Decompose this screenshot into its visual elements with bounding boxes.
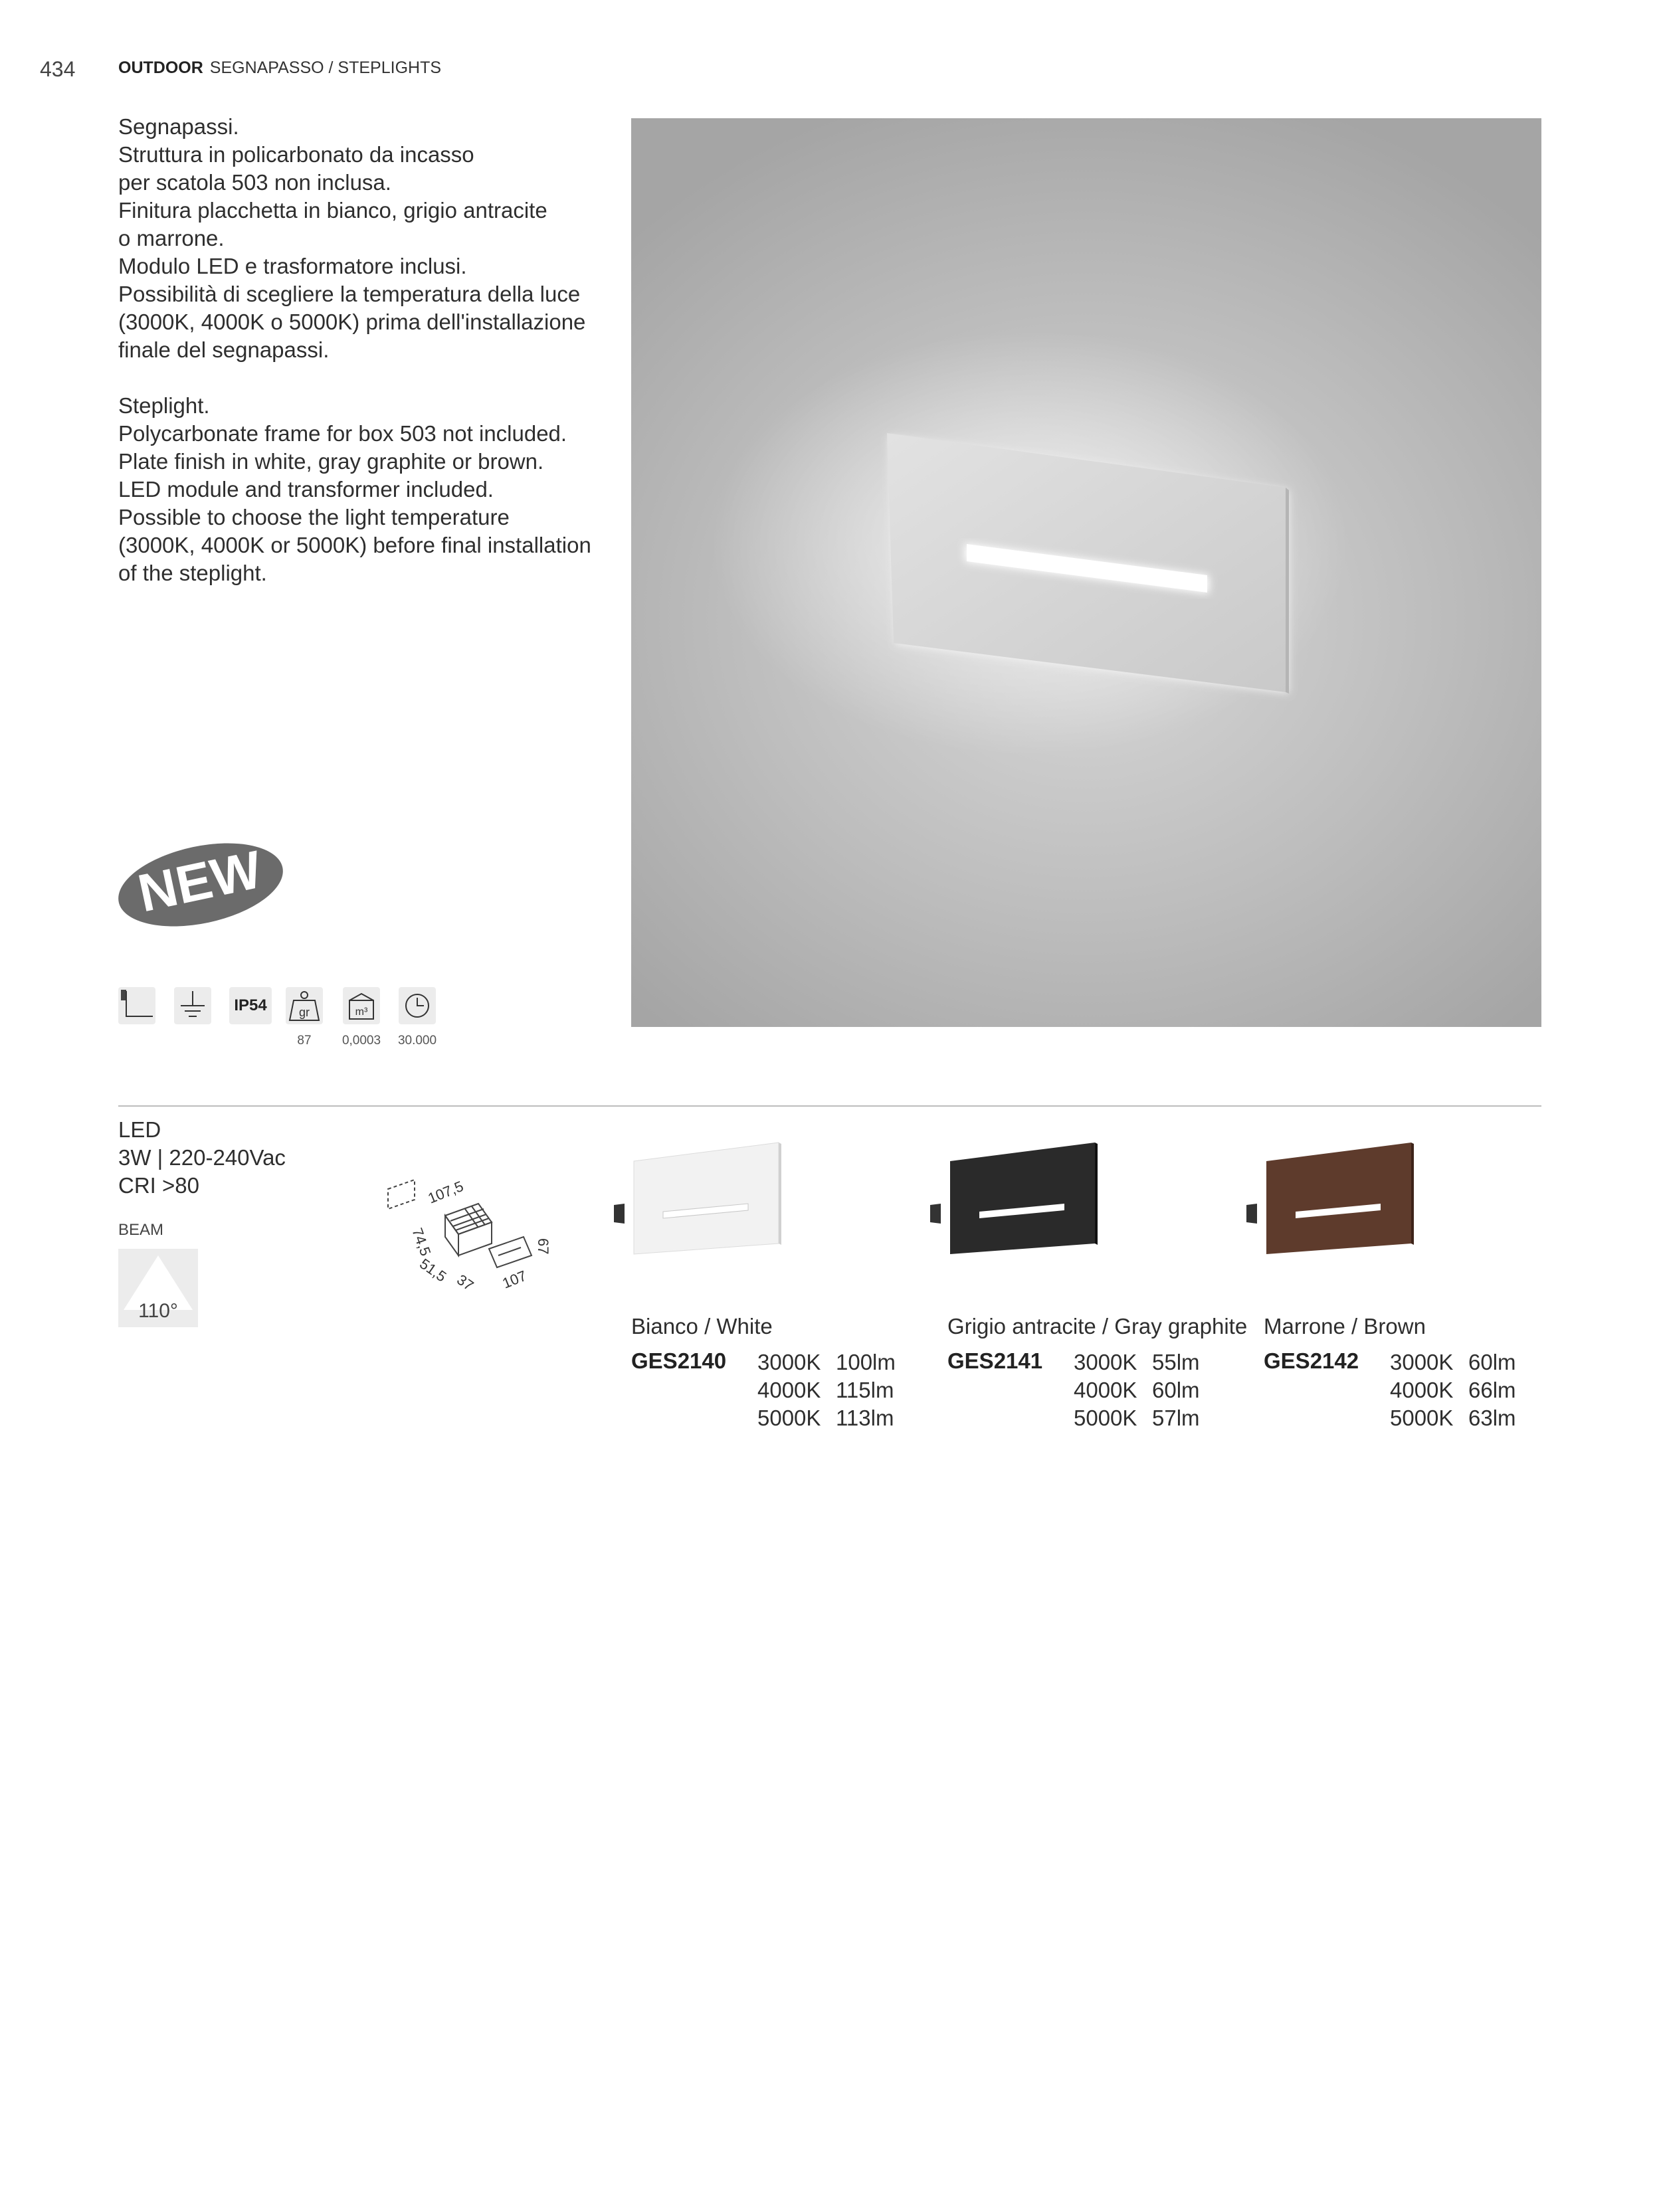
wall-recessed-icon: [118, 987, 155, 1024]
led-type: LED: [118, 1117, 161, 1142]
color-temperature: 4000K: [757, 1378, 821, 1402]
temperature-row: [757, 1404, 914, 1432]
lumen-output: 115lm: [836, 1378, 894, 1402]
temperature-row: [1390, 1376, 1547, 1404]
volume-value: 0,0003: [342, 1034, 381, 1048]
ip-rating-icon: [229, 987, 272, 1024]
section-header: [118, 58, 441, 78]
lumen-output: 66lm: [1468, 1378, 1516, 1402]
dimension-label: 107: [500, 1267, 529, 1292]
description-line: (3000K, 4000K o 5000K) prima dell'installazione: [118, 310, 586, 334]
lumen-output: 60lm: [1152, 1378, 1200, 1402]
temperature-row: [1390, 1348, 1547, 1376]
lumen-output: 55lm: [1152, 1350, 1200, 1374]
new-badge-label: NEW: [133, 839, 267, 923]
steplight-illustration: [631, 118, 1541, 1027]
volume-unit: m³: [355, 1006, 368, 1018]
dimension-label: 74,5: [409, 1226, 435, 1258]
variant-image-gray-graphite: [927, 1129, 1107, 1262]
variant-code: GES2142: [1264, 1348, 1359, 1373]
color-temperature: 5000K: [1074, 1406, 1137, 1430]
lumen-output: 60lm: [1468, 1350, 1516, 1374]
temperature-row: [1074, 1376, 1230, 1404]
lumen-output: 63lm: [1468, 1406, 1516, 1430]
page-number: 434: [40, 57, 76, 81]
dimension-label: 37: [454, 1271, 477, 1295]
description-line: Segnapassi.: [118, 114, 239, 139]
description-line: LED module and transformer included.: [118, 477, 494, 502]
beam-label: BEAM: [118, 1221, 164, 1239]
description-line: of the steplight.: [118, 561, 267, 585]
color-temperature: 3000K: [757, 1350, 821, 1374]
lifetime-icon: [399, 987, 436, 1024]
dimension-label: 67: [535, 1238, 551, 1255]
ground-icon: [174, 987, 211, 1024]
color-temperature: 5000K: [1390, 1406, 1454, 1430]
led-cri: CRI >80: [118, 1173, 199, 1198]
dimension-drawing: [379, 1156, 558, 1309]
variant-temperature-list: [1390, 1348, 1547, 1432]
description-line: (3000K, 4000K or 5000K) before final installation: [118, 533, 591, 557]
variant-image-brown: [1244, 1129, 1423, 1262]
beam-angle: 110°: [138, 1300, 178, 1322]
ip-rating-label: IP54: [234, 996, 267, 1014]
section-title: OUTDOOR: [118, 58, 203, 77]
variant-code: GES2141: [947, 1348, 1043, 1373]
variant-temperature-list: [1074, 1348, 1230, 1432]
color-temperature: 4000K: [1390, 1378, 1454, 1402]
volume-icon: [343, 987, 380, 1024]
description-line: o marrone.: [118, 226, 225, 250]
description-english: [118, 392, 623, 587]
variant-code: GES2140: [631, 1348, 727, 1373]
description-line: Possibilità di scegliere la temperatura della luce: [118, 282, 581, 306]
temperature-row: [1074, 1348, 1230, 1376]
section-subtitle: SEGNAPASSO / STEPLIGHTS: [209, 58, 442, 77]
variant-temperature-list: [757, 1348, 914, 1432]
description-line: Struttura in policarbonato da incasso: [118, 142, 474, 167]
new-badge: [114, 838, 287, 931]
dimension-module: [489, 1237, 532, 1267]
weight-icon: [286, 987, 323, 1024]
color-temperature: 3000K: [1390, 1350, 1454, 1374]
description-line: finale del segnapassi.: [118, 337, 330, 362]
color-temperature: 3000K: [1074, 1350, 1137, 1374]
dimension-box-top: [445, 1204, 492, 1234]
weight-unit: gr: [298, 1006, 310, 1019]
lumen-output: 57lm: [1152, 1406, 1200, 1430]
temperature-row: [1390, 1404, 1547, 1432]
dimension-box-side: [445, 1216, 458, 1255]
variant-name: Grigio antracite / Gray graphite: [947, 1314, 1248, 1338]
variant-name: Marrone / Brown: [1264, 1314, 1426, 1338]
dimension-plate-outline: [388, 1180, 415, 1209]
dimension-label: 51,5: [417, 1255, 450, 1285]
color-temperature: 4000K: [1074, 1378, 1137, 1402]
variant-image-white: [611, 1129, 791, 1262]
section-divider: [118, 1105, 1541, 1107]
description-italian: [118, 113, 623, 364]
temperature-row: [757, 1376, 914, 1404]
description-line: Possible to choose the light temperature: [118, 505, 510, 529]
lifetime-value: 30.000: [397, 1034, 437, 1048]
lumen-output: 113lm: [836, 1406, 894, 1430]
variant-name: Bianco / White: [631, 1314, 773, 1338]
description-line: per scatola 503 non inclusa.: [118, 170, 391, 195]
lumen-output: 100lm: [836, 1350, 896, 1374]
led-specs: [118, 1116, 286, 1200]
temperature-row: [1074, 1404, 1230, 1432]
temperature-row: [757, 1348, 914, 1376]
description-line: Modulo LED e trasformatore inclusi.: [118, 254, 467, 278]
weight-value: 87: [297, 1034, 312, 1048]
led-power-voltage: 3W | 220-240Vac: [118, 1145, 286, 1170]
description-line: Finitura placchetta in bianco, grigio antracite: [118, 198, 547, 223]
product-photo: [631, 118, 1541, 1027]
description-line: Plate finish in white, gray graphite or brown.: [118, 449, 544, 474]
dimension-label: 107,5: [425, 1177, 466, 1207]
description-line: Steplight.: [118, 393, 210, 418]
description-line: Polycarbonate frame for box 503 not included.: [118, 421, 567, 446]
color-temperature: 5000K: [757, 1406, 821, 1430]
